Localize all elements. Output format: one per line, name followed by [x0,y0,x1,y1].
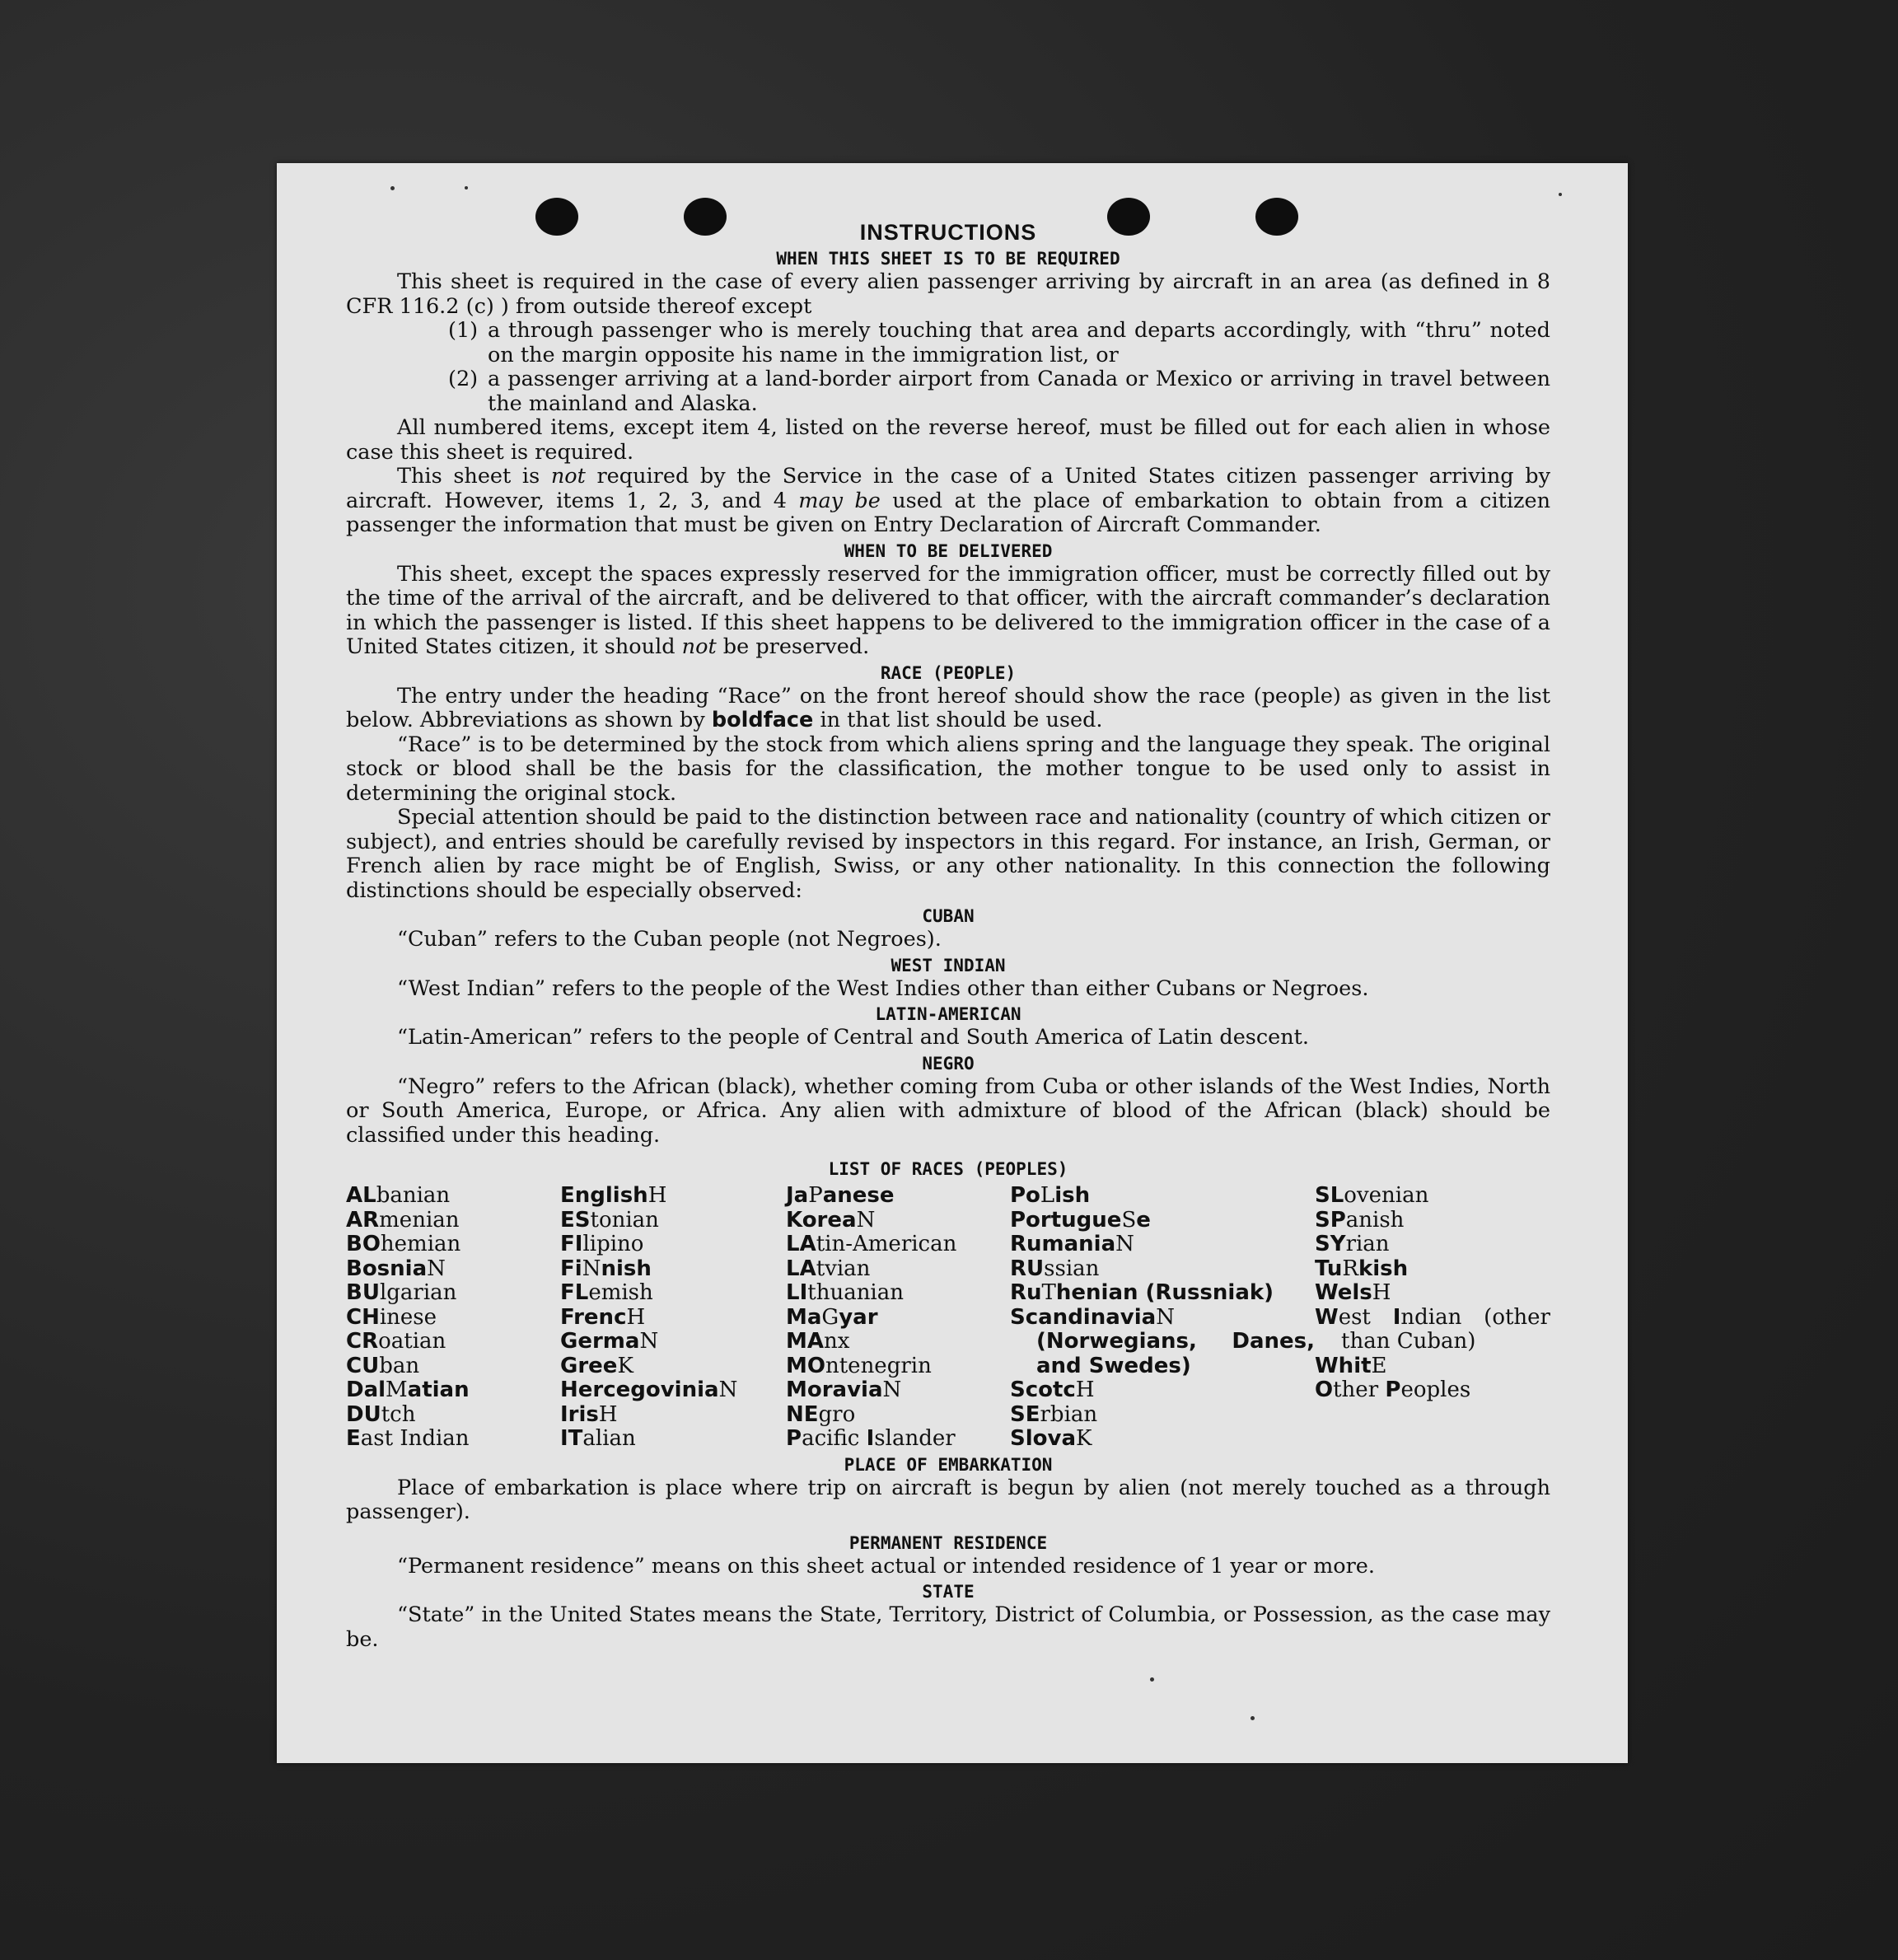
race-entry: NEgro [786,1401,856,1427]
section-heading-state: STATE [922,1582,975,1602]
paragraph: “Cuban” refers to the Cuban people (not Negroes). [397,927,942,952]
race-entry: FIlipino [560,1232,644,1256]
race-entry: HercegoviniaN [560,1378,738,1402]
races-column [786,1184,1010,1452]
race-entry: SYrian [1315,1232,1390,1256]
paragraph: This sheet, except the spaces expressly reserved for the immigration officer, must be correctly filled out by the time of the arrival of the aircraft, and be delivered to that officer, with the aircraft commander’s declaration in which the passenger is listed. If this sheet happens to be delivered to the immigration officer in the case of a United States citizen, it should not be preserved. [346,561,1550,659]
paragraph: “Negro” refers to the African (black), whether coming from Cuba or other islands of the West Indies, North or South America, Europe, or Africa. Any alien with admixture of blood of the African (black) should be classified under this heading. [346,1074,1550,1148]
race-entry: BUlgarian [346,1280,457,1305]
race-entry: MAnx [786,1329,850,1354]
race-entry: DUtch [346,1401,416,1427]
race-entry: LAtin-American [786,1232,957,1256]
section-heading-west-indian: WEST INDIAN [891,955,1006,975]
document-body [346,219,1550,1652]
paragraph: “Race” is to be determined by the stock from which aliens spring and the language they speak. The original stock or blood shall be the basis for the classification, the mother tongue to be used only to assist in determining the original stock. [346,732,1550,806]
race-entry: BOhemian [346,1232,461,1256]
race-entry: MaGyar [786,1304,878,1330]
race-entry: GreeK [560,1353,633,1378]
race-entry: ITalian [560,1426,636,1451]
race-entry: ScotcH [1010,1378,1095,1402]
races-column [1010,1184,1315,1452]
section-heading-residence: PERMANENT RESIDENCE [848,1532,1048,1553]
race-entry: RUssian [1010,1256,1100,1281]
race-entry: West Indian (other than Cuban) [1315,1304,1550,1354]
races-column [346,1184,560,1452]
race-entry: MOntenegrin [786,1353,932,1378]
section-heading-races-list: LIST OF RACES (PEOPLES) [828,1159,1068,1179]
race-entry: EStonian [560,1207,659,1233]
race-entry: FiNnish [560,1256,652,1281]
race-entry: SlovaK [1010,1426,1092,1451]
paragraph: “Latin-American” refers to the people of Central and South America of Latin descent. [397,1025,1310,1050]
instruction-sheet [277,163,1628,1763]
paragraph: “West Indian” refers to the people of the West Indies other than either Cubans or Negroes. [397,975,1369,1001]
race-entry: DalMatian [346,1378,470,1402]
race-entry: SErbian [1010,1401,1098,1427]
paragraph: “State” in the United States means the State, Territory, District of Columbia, or Possession, as the case may be. [346,1602,1550,1652]
race-entry: GermaN [560,1329,659,1354]
race-entry: IrisH [560,1401,618,1427]
race-entry: WelsH [1315,1280,1391,1305]
race-entry: FrencH [560,1304,646,1330]
race-entry: CUban [346,1353,420,1378]
race-entry: TuRkish [1315,1256,1409,1281]
section-heading-race: RACE (PEOPLE) [880,662,1017,683]
race-entry: JaPanese [786,1183,895,1208]
race-entry: PortugueSe [1010,1207,1151,1233]
paragraph: This sheet is required in the case of every alien passenger arriving by aircraft in an area (as defined in 8 CFR 116.2 (c) ) from outside thereof except [346,269,1550,319]
race-entry: ARmenian [346,1207,460,1233]
race-entry: East Indian [346,1426,470,1451]
numbered-item: (2) a passenger arriving at a land-border airport from Canada or Mexico or arriving in travel between the mainland and Alaska. [448,367,1550,416]
race-entry: SLovenian [1315,1183,1429,1208]
race-entry: ALbanian [346,1183,451,1208]
section-heading-required: WHEN THIS SHEET IS TO BE REQUIRED [776,249,1120,269]
paragraph: This sheet is not required by the Service in the case of a United States citizen passenger arriving by aircraft. However, items 1, 2, 3, and 4 may be used at the place of embarkation to obtain from a citizen passenger the information that must be given on Entry Declaration of Aircraft Commander. [346,464,1551,537]
race-entry: Other Peoples [1315,1378,1471,1402]
race-entry: ScandinaviaN (Norwegians, Danes, and Swedes) [1010,1304,1315,1378]
section-heading-latin-american: LATIN-AMERICAN [875,1004,1021,1024]
race-entry: LAtvian [786,1256,871,1281]
paragraph: The entry under the heading “Race” on the front hereof should show the race (people) as given in the list below. Abbreviations as shown by boldface in that list should be used. [346,683,1550,732]
numbered-item: (1) a through passenger who is merely touching that area and departs accordingly, with “thru” noted on the margin opposite his name in the immigration list, or [448,318,1550,367]
paragraph: “Permanent residence” means on this sheet actual or intended residence of 1 year or more. [397,1553,1375,1579]
race-entry: RumaniaN [1010,1232,1134,1256]
paragraph: All numbered items, except item 4, listed on the reverse hereof, must be filled out for each alien in whose case this sheet is required. [346,415,1550,465]
section-heading-delivered: WHEN TO BE DELIVERED [844,540,1053,561]
races-list [346,1184,1550,1452]
races-column [1315,1184,1550,1452]
race-entry: WhitE [1315,1353,1387,1378]
race-entry: MoraviaN [786,1378,902,1402]
race-entry: BosniaN [346,1256,446,1281]
section-heading-negro: NEGRO [922,1053,975,1074]
race-entry: PoLish [1010,1183,1091,1208]
race-entry: Pacific Islander [786,1426,956,1451]
race-entry: SPanish [1315,1207,1405,1233]
section-heading-embarkation: PLACE OF EMBARKATION [844,1454,1053,1475]
paragraph: Place of embarkation is place where trip on aircraft is begun by alien (not merely touched as a through passenger). [346,1475,1550,1524]
race-entry: FLemish [560,1280,653,1305]
race-entry: RuThenian (Russniak) [1010,1280,1274,1305]
page-title: INSTRUCTIONS [859,220,1037,245]
section-heading-cuban: CUBAN [922,906,975,926]
paragraph: Special attention should be paid to the distinction between race and nationality (country of which citizen or subject), and entries should be carefully revised by inspectors in this regard. For instance, an Irish, German, or French alien by race might be of English, Swiss, or any other nationality. In this connection the following distinctions should be especially observed: [346,805,1550,903]
races-column [560,1184,786,1452]
race-entry: CRoatian [346,1329,446,1354]
race-entry: EnglishH [560,1183,667,1208]
race-entry: KoreaN [786,1207,876,1233]
race-entry: LIthuanian [786,1280,904,1305]
race-entry: CHinese [346,1304,437,1330]
